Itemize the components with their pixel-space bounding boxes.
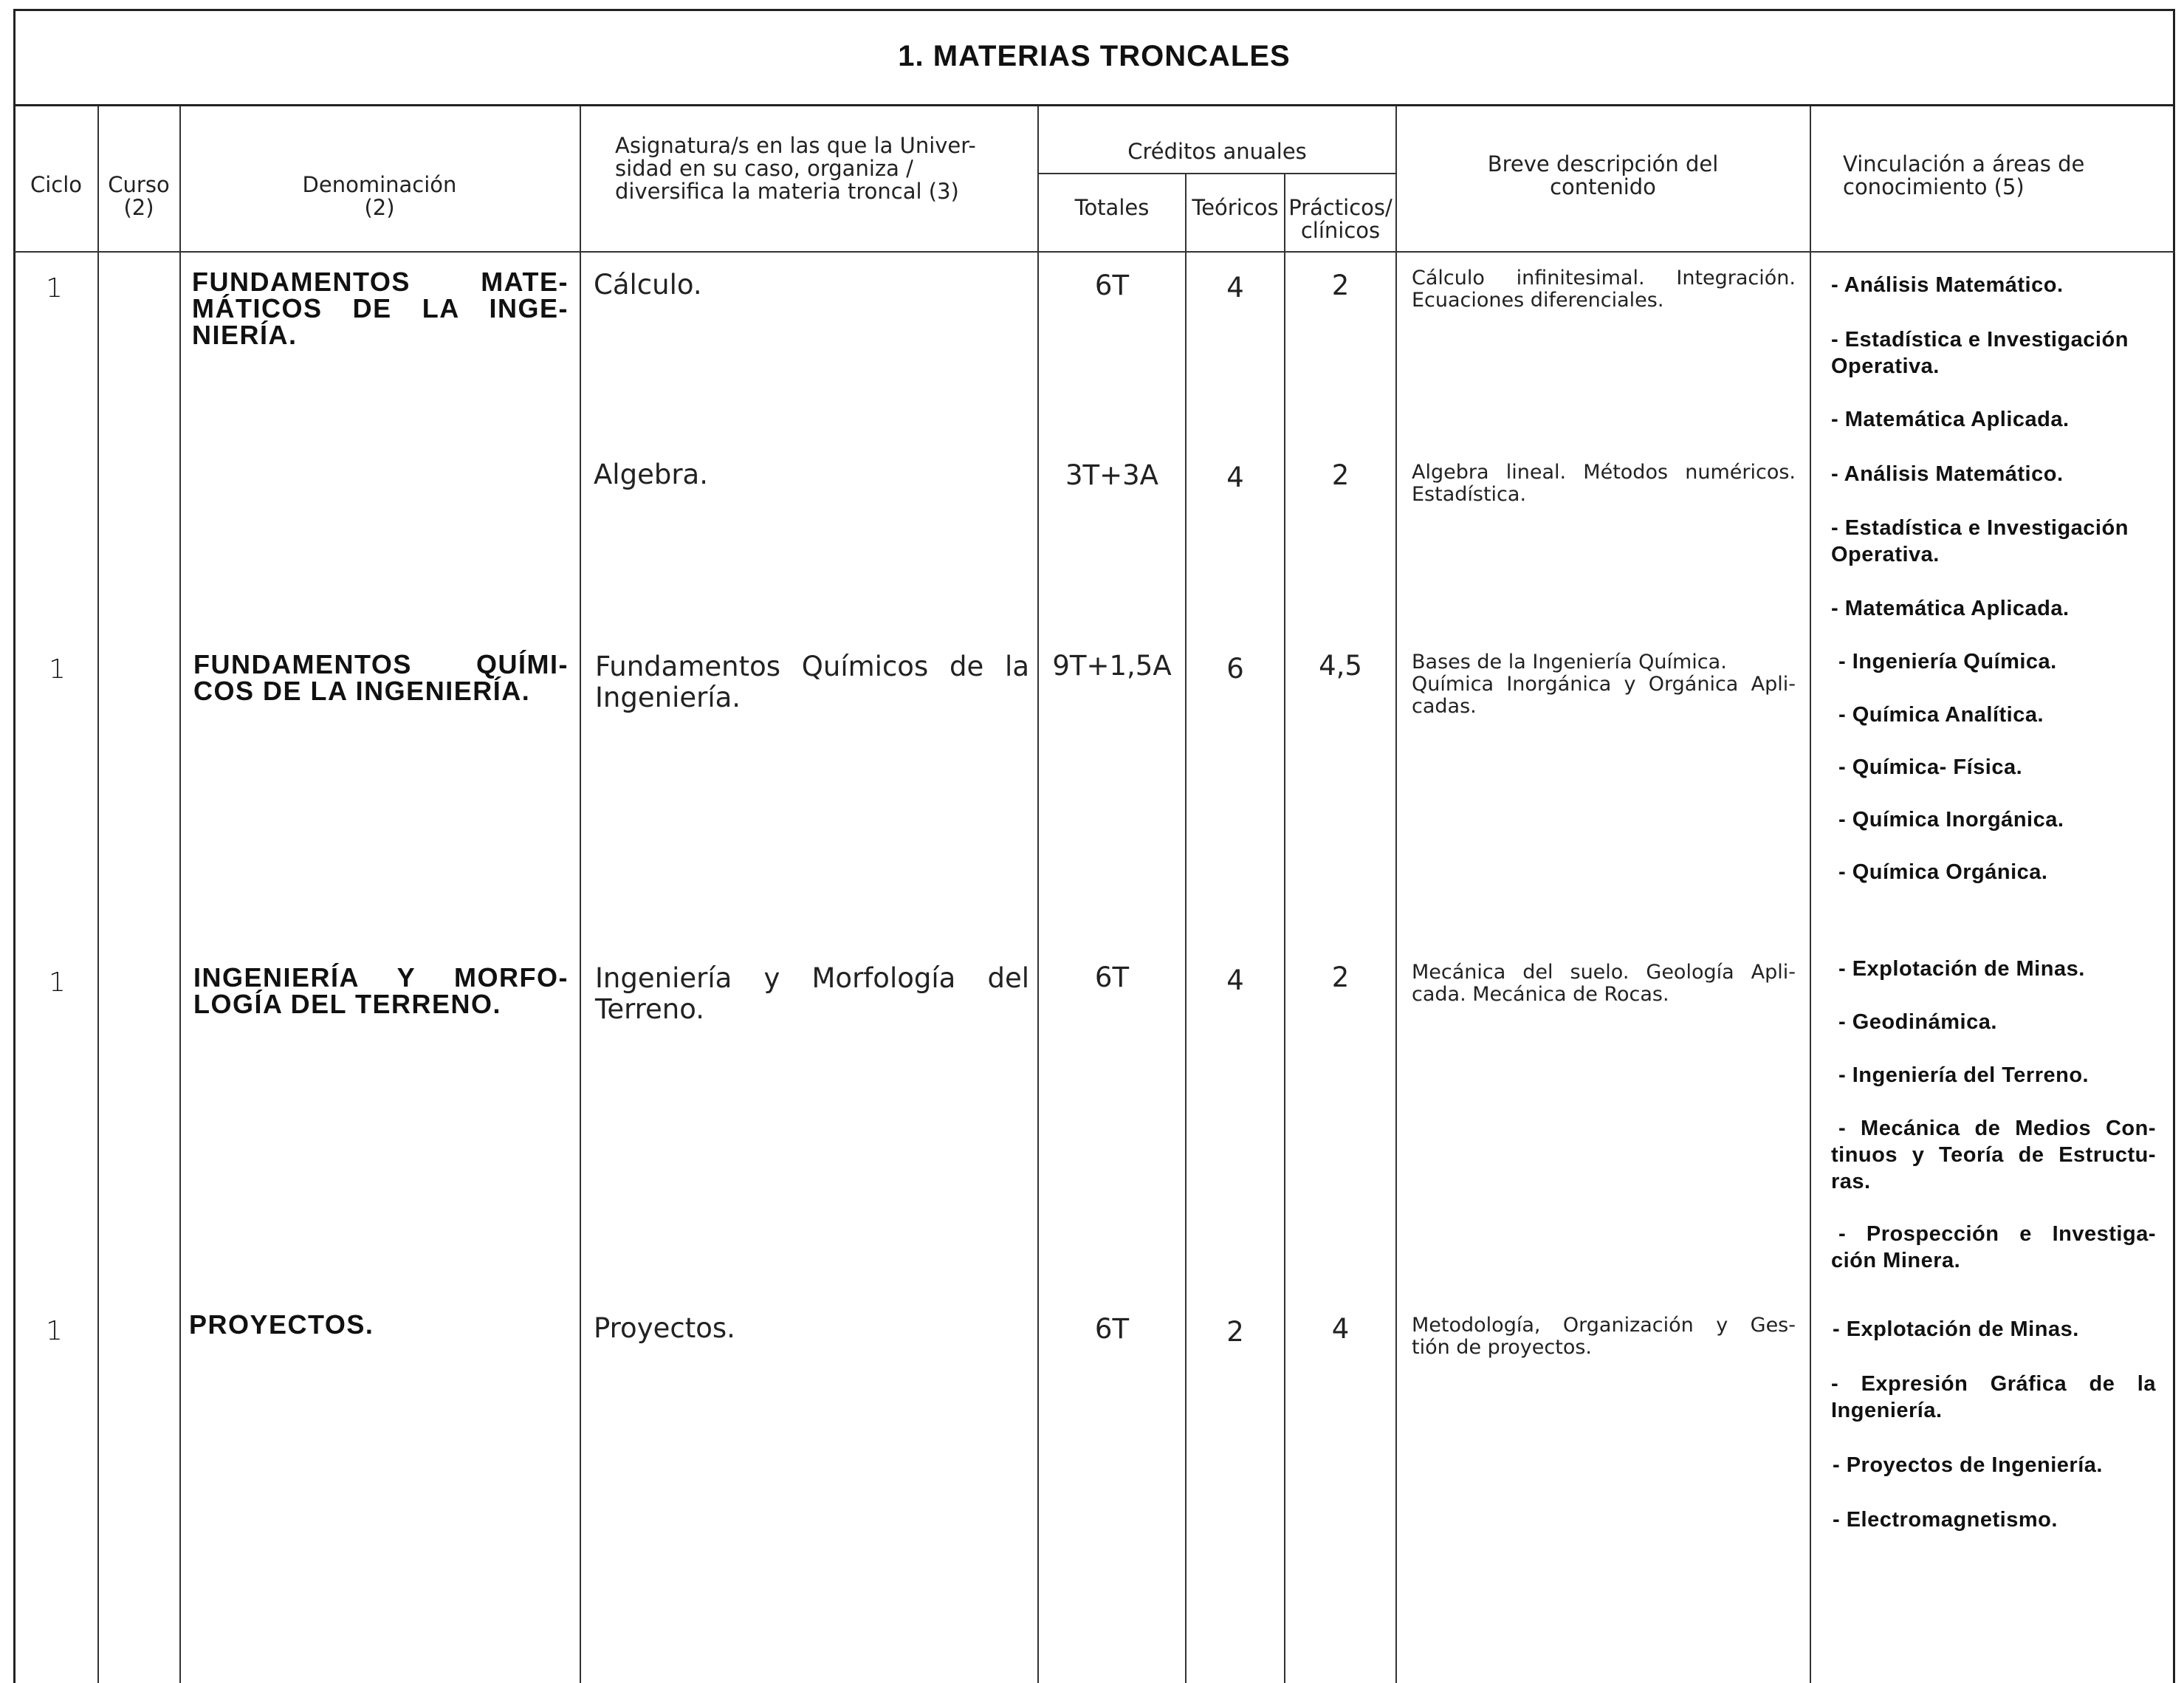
row2-asig1-nombre: Fundamentos Químicos de la Ingeniería.	[595, 651, 1029, 713]
page-title-row	[13, 9, 2175, 106]
row2-area-1: - Ingeniería Química.	[1838, 650, 2057, 673]
row3-asig1-totales: 6T	[1094, 962, 1130, 993]
col-divider-totales	[1185, 173, 1187, 1683]
row4-area-2: - Expresión Gráfica de la Ingeniería.	[1831, 1372, 2156, 1422]
row4-denominacion: PROYECTOS.	[189, 1309, 374, 1340]
row2-area-2: - Química Analítica.	[1838, 703, 2044, 727]
row1-denominacion: FUNDAMENTOS MATE- MÁTICOS DE LA INGE- NIERÍA.	[192, 267, 569, 350]
col-divider-teoricos	[1284, 173, 1285, 1683]
row4-asig1-practicos: 4	[1331, 1313, 1350, 1345]
row2-area-4: - Química Inorgánica.	[1838, 808, 2064, 832]
row1-asig1-area-3: - Matemática Aplicada.	[1831, 408, 2070, 431]
header-denominacion: Denominación (2)	[302, 172, 457, 220]
col-divider-denominacion	[580, 106, 581, 1683]
row4-asig1-descripcion: Metodología, Organización y Ges- tión de proyectos.	[1412, 1314, 1796, 1359]
row1-asig1-teoricos: 4	[1226, 272, 1244, 304]
col-divider-ciclo	[97, 106, 99, 1683]
col-divider-descripcion	[1810, 106, 1811, 1683]
row4-asig1-nombre: Proyectos.	[594, 1312, 735, 1344]
row2-asig1-totales: 9T+1,5A	[1052, 650, 1172, 682]
col-divider-practicos	[1395, 106, 1397, 1683]
row4-ciclo: 1	[46, 1316, 63, 1346]
row3-area-2: - Geodinámica.	[1838, 1010, 1997, 1034]
row3-asig1-teoricos: 4	[1226, 964, 1244, 996]
row4-area-4: - Electromagnetismo.	[1833, 1508, 2058, 1532]
row1-asig1-practicos: 2	[1331, 270, 1350, 301]
row1-asig2-teoricos: 4	[1226, 462, 1244, 493]
row3-area-1: - Explotación de Minas.	[1838, 957, 2085, 981]
row1-asig1-area-1: - Análisis Matemático.	[1831, 273, 2064, 297]
header-asignatura: Asignatura/s en las que la Univer- sidad en su caso, organiza / diversifica la materia troncal (3)	[615, 133, 976, 204]
row2-asig1-descripcion: Bases de la Ingeniería Química. Química Inorgánica y Orgánica Apli- cadas.	[1412, 651, 1796, 718]
header-practicos: Prácticos/ clínicos	[1288, 195, 1393, 243]
row3-asig1-practicos: 2	[1331, 962, 1350, 993]
row2-ciclo: 1	[49, 654, 66, 685]
page-title: 1. MATERIAS TRONCALES	[898, 40, 1291, 72]
col-divider-asignatura	[1037, 106, 1039, 1683]
row2-asig1-practicos: 4,5	[1319, 650, 1362, 682]
row4-asig1-teoricos: 2	[1226, 1316, 1244, 1348]
row3-area-4: - Mecánica de Medios Con- tinuos y Teoría de Estructu- ras.	[1831, 1117, 2156, 1193]
row1-asig2-area-2: - Estadística e Investigación Operativa.	[1831, 516, 2129, 566]
document-frame	[13, 9, 2175, 1683]
row1-asig1-totales: 6T	[1094, 270, 1130, 301]
row2-area-3: - Química- Física.	[1838, 755, 2023, 779]
row1-ciclo: 1	[46, 273, 63, 304]
row3-asig1-descripcion: Mecánica del suelo. Geología Apli- cada. Mecánica de Rocas.	[1412, 961, 1796, 1006]
header-descripcion: Breve descripción del contenido	[1487, 151, 1719, 199]
row4-asig1-totales: 6T	[1094, 1313, 1130, 1345]
row1-asig1-nombre: Cálculo.	[594, 269, 702, 301]
row4-area-3: - Proyectos de Ingeniería.	[1833, 1453, 2103, 1477]
row3-ciclo: 1	[49, 967, 66, 998]
row3-area-3: - Ingeniería del Terreno.	[1838, 1063, 2089, 1087]
row2-asig1-teoricos: 6	[1226, 653, 1244, 685]
header-vinculacion: Vinculación a áreas de conocimiento (5)	[1843, 151, 2085, 199]
header-creditos: Créditos anuales	[1127, 139, 1307, 164]
row1-asig2-totales: 3T+3A	[1065, 459, 1158, 491]
row2-denominacion: FUNDAMENTOS QUÍMI- COS DE LA INGENIERÍA.	[193, 649, 569, 706]
header-teoricos: Teóricos	[1192, 195, 1279, 220]
header-ciclo: Ciclo	[30, 172, 83, 197]
row1-asig2-practicos: 2	[1331, 459, 1350, 491]
row1-asig1-area-2: - Estadística e Investigación Operativa.	[1831, 328, 2129, 378]
row3-asig1-nombre: Ingeniería y Morfología del Terreno.	[595, 962, 1029, 1025]
row1-asig2-area-3: - Matemática Aplicada.	[1831, 597, 2070, 620]
header-totales: Totales	[1074, 195, 1150, 220]
creditos-sub-rule	[1037, 173, 1395, 174]
header-curso: Curso (2)	[108, 172, 170, 220]
header-bottom-rule	[13, 251, 2175, 253]
row1-asig2-nombre: Algebra.	[594, 459, 708, 490]
row2-area-5: - Química Orgánica.	[1838, 860, 2048, 884]
col-divider-curso	[179, 106, 181, 1683]
row3-area-5: - Prospección e Investiga- ción Minera.	[1831, 1222, 2156, 1272]
row1-asig2-descripcion: Algebra lineal. Métodos numéricos. Estadística.	[1412, 461, 1796, 506]
row3-denominacion: INGENIERÍA Y MORFO- LOGÍA DEL TERRENO.	[193, 962, 569, 1019]
row4-area-1: - Explotación de Minas.	[1833, 1317, 2079, 1341]
row1-asig1-descripcion: Cálculo infinitesimal. Integración. Ecuaciones diferenciales.	[1412, 267, 1796, 312]
row1-asig2-area-1: - Análisis Matemático.	[1831, 462, 2064, 486]
